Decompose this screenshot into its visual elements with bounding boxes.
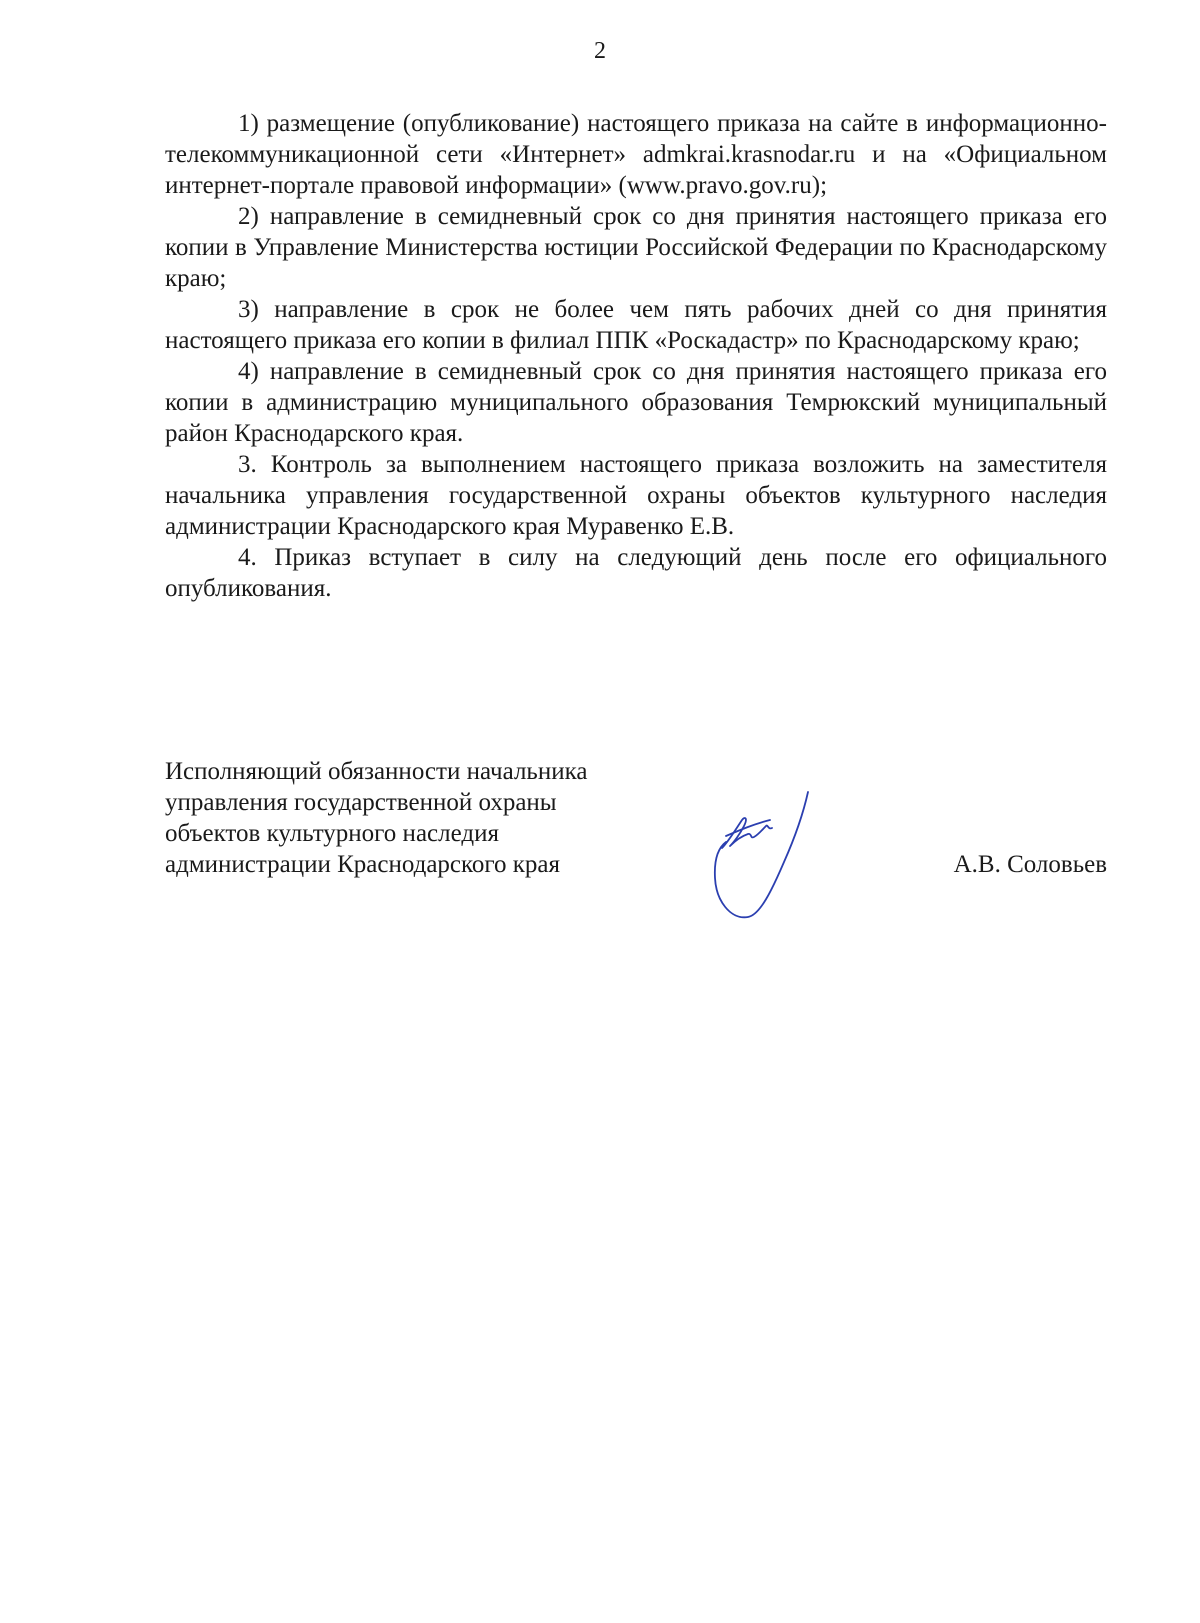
paragraph-ministry-of-justice: 2) направление в семидневный срок со дня принятия настоящего приказа его копии в Управление Министерства юстиции Российской Федерации по Краснодарскому краю;: [165, 203, 1107, 292]
signatory-title-line: Исполняющий обязанности начальника: [165, 758, 588, 785]
signatory-title-line: объектов культурного наследия: [165, 820, 499, 847]
paragraph-municipal-administration: 4) направление в семидневный срок со дня принятия настоящего приказа его копии в администрацию муниципального образования Темрюкский муниципальный район Краснодарского края.: [165, 358, 1107, 447]
signer-name: А.В. Соловьев: [953, 851, 1107, 878]
paragraph-roskadastr: 3) направление в срок не более чем пять рабочих дней со дня принятия настоящего приказа его копии в филиал ППК «Роскадастр» по Краснодарскому краю;: [165, 296, 1107, 354]
signature-initial-stroke: [722, 818, 772, 848]
paragraph-entry-into-force: 4. Приказ вступает в силу на следующий день после его официального опубликования.: [165, 544, 1107, 602]
signatory-title: [165, 756, 645, 880]
document-body: [165, 108, 1107, 604]
page-number: 2: [594, 38, 606, 64]
signatory-title-line: администрации Краснодарского края: [165, 851, 561, 878]
paragraph-control: 3. Контроль за выполнением настоящего приказа возложить на заместителя начальника управления государственной охраны объектов культурного наследия администрации Краснодарского края Муравенко Е.В.: [165, 451, 1107, 540]
paragraph-publication: 1) размещение (опубликование) настоящего приказа на сайте в информационно-телекоммуникационной сети «Интернет» admkrai.krasnodar.ru и на «Официальном интернет-портале правовой информации» (www.pravo.gov.ru);: [165, 110, 1107, 199]
signature-loop-stroke: [715, 792, 808, 917]
handwritten-signature: [712, 790, 852, 940]
signatory-title-line: управления государственной охраны: [165, 789, 557, 816]
